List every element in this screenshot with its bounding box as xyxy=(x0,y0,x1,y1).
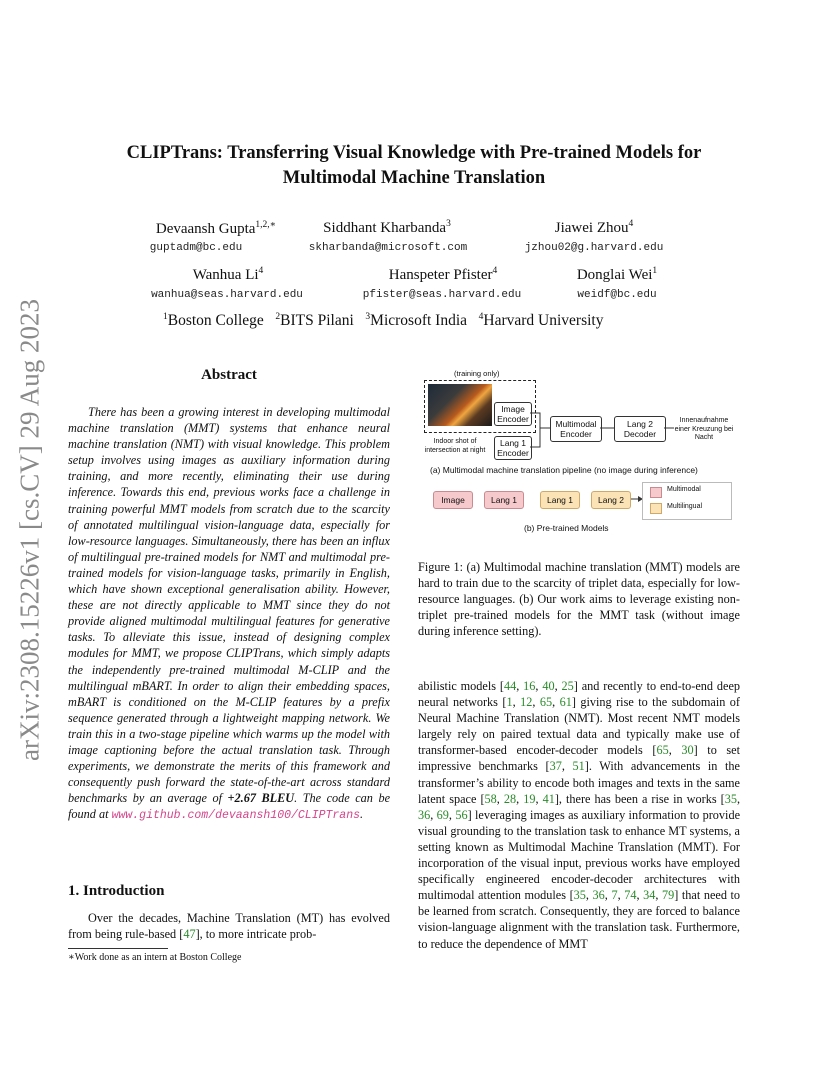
body-text: ] leveraging images as auxiliary information to provide visual grounding to the translation task to enhance MT systems, a setting known as Multimodal Machine Translation (MMT). For incorporation of the visual input, previous works have employed specifically engineered encoder-decoder architectures with multimodal attention modules [ xyxy=(418,807,741,903)
affiliation: $^4$Harvard University xyxy=(478,312,604,330)
body-text: , xyxy=(655,888,662,903)
paper-title xyxy=(0,141,828,191)
author-email: pfister@seas.harvard.edu xyxy=(362,289,522,301)
citation-link[interactable]: 36 xyxy=(592,888,605,903)
arxiv-identifier: arXiv:2308.15226v1 [cs.CV] 29 Aug 2023 xyxy=(14,299,45,761)
citation-link[interactable]: 28 xyxy=(503,791,517,806)
affiliation: $^3$Microsoft India xyxy=(365,312,468,330)
citation-link[interactable]: 25 xyxy=(561,679,574,693)
legend-swatch-multilingual xyxy=(650,503,662,514)
citation-link[interactable]: 69 xyxy=(436,807,449,822)
citation-link[interactable]: 56 xyxy=(455,807,468,822)
footnote: ∗Work done as an intern at Boston College xyxy=(68,952,242,963)
body-text: ] to set impressive benchmarks [ xyxy=(418,743,741,774)
citation-link[interactable]: 51 xyxy=(572,759,585,774)
caption-a: (a) Multimodal machine translation pipeline (no image during inference) xyxy=(430,465,698,475)
body-text: , xyxy=(561,759,573,774)
citation-link[interactable]: 1 xyxy=(506,695,513,710)
body-text: , xyxy=(512,695,521,710)
figure-caption: Figure 1: (a) Multimodal machine translation (MMT) models are hard to train due to the scarcity of triplet data, especially for low-resource languages. (b) Our work aims to leverage existing non-triplet pre-trained models for the MMT task (without image during inference setting). xyxy=(418,560,740,639)
body-text: , xyxy=(617,888,625,903)
citation-link[interactable]: 40 xyxy=(542,679,555,693)
body-text: , xyxy=(585,888,593,903)
legend-label-multilingual: Multilingual xyxy=(667,503,703,510)
citation-link[interactable]: 16 xyxy=(523,679,536,693)
body-text: , xyxy=(532,695,540,710)
body-text: , xyxy=(535,679,543,693)
pill-lang1-multimodal: Lang 1 xyxy=(484,491,524,509)
body-text: , xyxy=(552,695,560,710)
citation-link[interactable]: 65 xyxy=(539,695,553,710)
body-text: , xyxy=(636,888,644,903)
body-text: , xyxy=(535,791,543,806)
author-email: skharbanda@microsoft.com xyxy=(308,242,468,254)
lang1-encoder-box: Lang 1 Encoder xyxy=(494,436,532,460)
intro-body-continued xyxy=(418,678,740,952)
legend-swatch-multimodal xyxy=(650,487,662,498)
citation-link[interactable]: 79 xyxy=(661,888,675,903)
caption-b: (b) Pre-trained Models xyxy=(524,523,609,533)
image-encoder-box: Image Encoder xyxy=(494,402,532,426)
author-name: Devaansh Gupta$^{1,2,∗}$ xyxy=(155,220,277,237)
citation-link[interactable]: 41 xyxy=(542,791,555,806)
body-text: ] and recently to end-to-end deep neural networks [ xyxy=(418,679,741,710)
body-text: , xyxy=(430,807,437,822)
author-email: guptadm@bc.edu xyxy=(149,242,243,254)
body-text: , xyxy=(516,679,524,693)
body-text: , xyxy=(604,888,612,903)
body-text: ] giving rise to the subdomain of Neural Machine Translation (NMT). Most recent NMT models largely rely on paired textual data and typically make use of transformer-based encoder-decoder models [ xyxy=(418,695,740,758)
author-name: Donglai Wei$^1$ xyxy=(576,266,658,283)
citation-link[interactable]: 36 xyxy=(418,807,431,822)
pill-lang1-multilingual: Lang 1 xyxy=(540,491,580,509)
body-text: abilistic models [ xyxy=(418,679,504,693)
intro-body: Over the decades, Machine Translation (MT) has evolved from being rule-based [47], to more intricate prob- xyxy=(68,911,390,942)
citation-link[interactable]: 65 xyxy=(656,743,669,758)
citation-link[interactable]: 34 xyxy=(643,888,656,903)
citation-link[interactable]: 61 xyxy=(559,695,572,710)
affiliations xyxy=(163,312,603,330)
author-email: jzhou02@g.harvard.edu xyxy=(524,242,664,254)
citation-link[interactable]: 35 xyxy=(573,888,586,903)
citation-link[interactable]: 30 xyxy=(681,743,694,758)
body-text: , xyxy=(736,791,741,806)
title-line-2: Multimodal Machine Translation xyxy=(282,168,546,188)
abstract-heading: Abstract xyxy=(201,367,257,383)
body-text: , xyxy=(668,743,682,758)
body-text: , xyxy=(496,791,504,806)
citation-link[interactable]: 74 xyxy=(624,888,637,903)
author-name: Siddhant Kharbanda$^3$ xyxy=(323,219,451,236)
connector-image-to-mm xyxy=(530,413,550,428)
body-text: ]. With advancements in the transformer’s ability to encode both images and texts in the same latent space [ xyxy=(418,759,740,806)
title-line-1: CLIPTrans: Transferring Visual Knowledge with Pre-trained Models for xyxy=(126,143,702,163)
intro-heading: 1. Introduction xyxy=(68,883,165,899)
citation-link[interactable]: 47 xyxy=(183,927,196,942)
legend xyxy=(642,482,732,520)
pill-lang2: Lang 2 xyxy=(591,491,631,509)
training-only-label: (training only) xyxy=(454,369,500,378)
footnote-divider xyxy=(68,948,168,949)
citation-link[interactable]: 35 xyxy=(724,791,737,806)
citation-link[interactable]: 7 xyxy=(611,888,618,903)
body-text: , xyxy=(516,791,524,806)
input-sentence: Indoor shot of intersection at night xyxy=(424,438,486,454)
citation-link[interactable]: 37 xyxy=(549,759,562,774)
pill-image: Image xyxy=(433,491,473,509)
multimodal-encoder-box: Multimodal Encoder xyxy=(550,416,602,442)
author-name: Wanhua Li$^4$ xyxy=(192,266,264,283)
author-name: Hanspeter Pfister$^4$ xyxy=(388,266,498,283)
body-text: ] that need to be learned from scratch. Consequently, they are forced to balance vision-language alignment with the translation task. Furthermore, to reduce the dependence of MMT xyxy=(418,888,741,951)
author-name: Jiawei Zhou$^4$ xyxy=(554,219,634,236)
citation-link[interactable]: 44 xyxy=(503,679,517,693)
abstract-body: There has been a growing interest in developing multimodal machine translation (MMT) systems that enhance neural machine translation (NMT) with visual knowledge. This problem setup involves using images as auxiliary information during training, and more recently, eliminating their use during inference. Towards this end, previous works face a challenge in training powerful MMT models from scratch due to the scarcity of annotated multilingual vision-language data, especially for low-resource languages. Simultaneously, there has been an influx of multilingual pre-trained models for NMT and multimodal pre-trained models for vision-language tasks, primarily in English, which have shown exceptional generalisation ability. However, these are not directly applicable to MMT since they do not provide aligned multimodal multilingual features for generative tasks. To alleviate this issue, instead of designing complex modules for MMT, we propose CLIPTrans, which simply adapts the independently pre-trained multimodal M-CLIP and the multilingual mBART. In order to align their embedding spaces, mBART is conditioned on the M-CLIP features by a prefix sequence generated through a lightweight mapping network. We train this in a two-stage pipeline which warms up the model with image captioning before the actual translation task. Through experiments, we demonstrate the merits of this framework and consequently push forward the state-of-the-art across standard benchmarks by an average of +2.67 BLEU. The code can be found at www.github.com/devaansh100/CLIPTrans. xyxy=(68,405,391,823)
code-link[interactable]: www.github.com/devaansh100/CLIPTrans xyxy=(111,809,361,823)
affiliation: $^1$Boston College xyxy=(163,312,264,330)
legend-label-multimodal: Multimodal xyxy=(667,486,701,493)
figure-1 xyxy=(418,368,758,540)
connector-lang-to-mm xyxy=(530,428,540,447)
citation-link[interactable]: 12 xyxy=(520,695,533,710)
body-text: ], there has been a rise in works [ xyxy=(554,791,725,806)
lang2-decoder-box: Lang 2 Decoder xyxy=(614,416,666,442)
citation-link[interactable]: 19 xyxy=(523,791,536,806)
body-text: , xyxy=(448,807,456,822)
output-sentence: Innenaufnahme einer Kreuzung bei Nacht xyxy=(674,417,734,441)
author-email: weidf@bc.edu xyxy=(577,289,657,301)
author-email: wanhua@seas.harvard.edu xyxy=(151,289,303,301)
citation-link[interactable]: 58 xyxy=(484,791,497,806)
body-text: , xyxy=(554,679,562,693)
affiliation: $^2$BITS Pilani xyxy=(275,312,354,330)
